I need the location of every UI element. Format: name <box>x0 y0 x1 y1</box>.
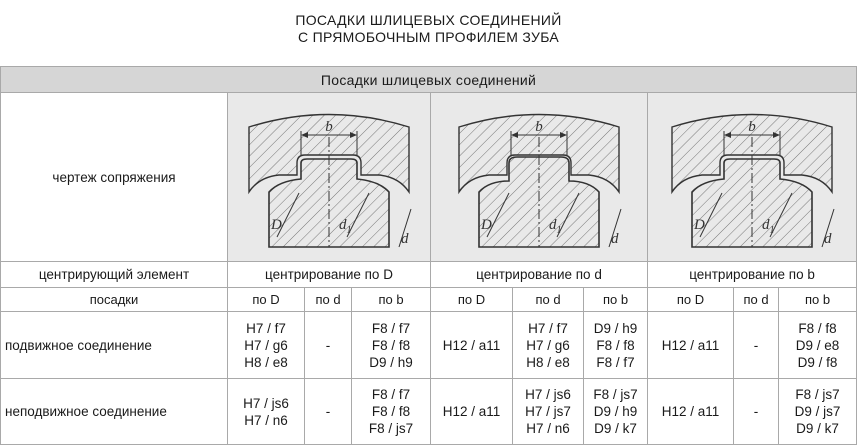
fit-cell: F8 / js7 D9 / h9 D9 / k7 <box>584 379 648 445</box>
svg-text:d1: $d_1$ <box>549 217 562 236</box>
fit-cell: - <box>305 379 352 445</box>
svg-text:d: d <box>401 231 409 247</box>
sub-header: по D <box>431 288 513 312</box>
svg-text:b: b <box>325 119 333 135</box>
fit-cell: F8 / js7 D9 / js7 D9 / k7 <box>779 379 857 445</box>
sub-header: по d <box>734 288 779 312</box>
fit-cell: F8 / f8 D9 / e8 D9 / f8 <box>779 312 857 379</box>
fit-cell: F8 / f7 F8 / f8 F8 / js7 <box>352 379 431 445</box>
fit-cell: - <box>734 312 779 379</box>
table-row <box>1 379 857 445</box>
title-line-1: ПОСАДКИ ШЛИЦЕВЫХ СОЕДИНЕНИЙ <box>295 12 562 28</box>
page-title <box>0 12 857 46</box>
svg-text:D: D <box>694 217 705 233</box>
fits-label: посадки <box>1 288 228 312</box>
row-label-fixed: неподвижное соединение <box>1 379 228 445</box>
fit-cell: H7 / js6 H7 / n6 <box>228 379 305 445</box>
svg-text:b: b <box>748 119 756 135</box>
svg-text:D: D <box>271 217 282 233</box>
sub-header: по b <box>779 288 857 312</box>
spline-drawing-1 <box>229 97 429 257</box>
drawing-label: чертеж сопряжения <box>1 93 228 262</box>
fit-cell: - <box>734 379 779 445</box>
fit-cell: H12 / a11 <box>648 312 734 379</box>
sub-header: по D <box>228 288 305 312</box>
svg-text:b: b <box>535 119 543 135</box>
svg-text:d1: $d_1$ <box>762 217 775 236</box>
fit-cell: F8 / f7 F8 / f8 D9 / h9 <box>352 312 431 379</box>
centering-by-d: центрирование по d <box>431 262 648 288</box>
sub-header: по d <box>305 288 352 312</box>
centering-by-D: центрирование по D <box>228 262 431 288</box>
svg-text:d1: $d_1$ <box>339 217 352 236</box>
sub-header: по D <box>648 288 734 312</box>
title-line-2: С ПРЯМОБОЧНЫМ ПРОФИЛЕМ ЗУБА <box>297 29 560 45</box>
drawing-centering-b <box>648 93 857 262</box>
row-label-movable: подвижное соединение <box>1 312 228 379</box>
sub-header: по d <box>513 288 584 312</box>
centering-by-b: центрирование по b <box>648 262 857 288</box>
drawing-centering-d-inner <box>431 93 648 262</box>
fit-cell: H7 / f7 H7 / g6 H8 / e8 <box>513 312 584 379</box>
sub-header: по b <box>352 288 431 312</box>
sub-header: по b <box>584 288 648 312</box>
fits-table <box>0 66 857 445</box>
fit-cell: H12 / a11 <box>431 312 513 379</box>
svg-text:d: d <box>611 231 619 247</box>
fit-cell: H7 / f7 H7 / g6 H8 / e8 <box>228 312 305 379</box>
svg-text:d: d <box>824 231 832 247</box>
spline-drawing-2 <box>439 97 639 257</box>
fit-cell: H12 / a11 <box>431 379 513 445</box>
fit-cell: H12 / a11 <box>648 379 734 445</box>
fit-cell: - <box>305 312 352 379</box>
fit-cell: D9 / h9 F8 / f8 F8 / f7 <box>584 312 648 379</box>
drawing-centering-d-outer <box>228 93 431 262</box>
table-header: Посадки шлицевых соединений <box>1 67 857 93</box>
spline-drawing-3 <box>652 97 852 257</box>
fit-cell: H7 / js6 H7 / js7 H7 / n6 <box>513 379 584 445</box>
svg-text:D: D <box>481 217 492 233</box>
table-row <box>1 312 857 379</box>
centering-label: центрирующий элемент <box>1 262 228 288</box>
